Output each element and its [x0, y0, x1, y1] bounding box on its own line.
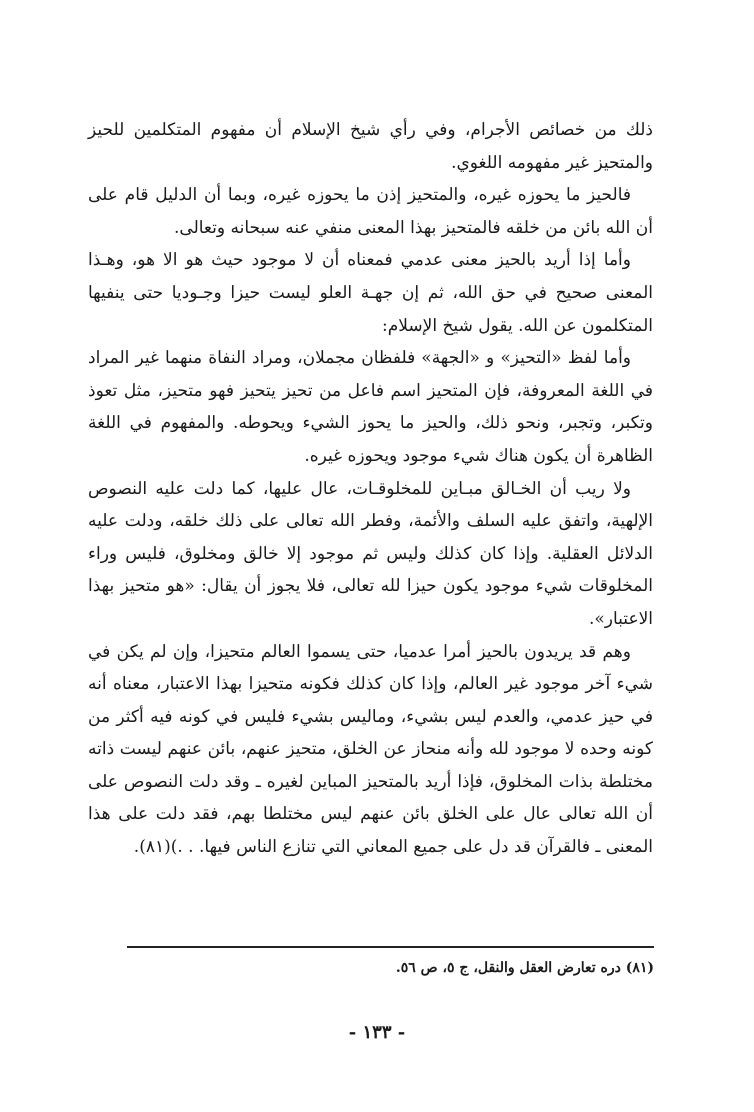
body-text	[88, 114, 653, 864]
footnote: (٨١) دره تعارض العقل والنقل، ج ٥، ص ٥٦.	[395, 960, 654, 976]
paragraph-2: فالحيز ما يحوزه غيره، والمتحيز إذن ما يحوزه غيره، وبما أن الدليل قام على أن الله بائن من خلقه فالمتحيز بهذا المعنى منفي عنه سبحانه وتعالى.	[88, 185, 653, 238]
paragraph-4-quote: وأما لفظ «التحيز» و «الجهة» فلفظان مجملان، ومراد النفاة منهما غير المراد في اللغة المعروفة، فإن المتحيز اسم فاعل من تحيز يتحيز فهو متحيز، مثل تعوذ وتكبر، وتجبر، ونحو ذلك، والحيز ما يحوز الشيء ويحوطه. والمفهوم في اللغة الظاهرة أن يكون هناك شيء موجود ويحوزه غيره.	[88, 348, 653, 466]
paragraph-1: ذلك من خصائص الأجرام، وفي رأي شيخ الإسلام أن مفهوم المتكلمين للحيز والمتحيز غير مفهومه اللغوي.	[88, 120, 653, 173]
page-number: - ١٣٣ -	[348, 1022, 406, 1043]
paragraph-6-quote: وهم قد يريدون بالحيز أمرا عدميا، حتى يسموا العالم متحيزا، وإن لم يكن في شيء آخر موجود غير العالم، وإذا كان كذلك فكونه متحيزا بهذا الاعتبار، معناه أنه في حيز عدمي، والعدم ليس بشيء، وماليس بشيء فليس في كونه فيه أكثر من كونه وحده لا موجود لله وأنه منحاز عن الخلق، متحيز عنهم، بائن عنهم ليست ذاته مختلطة بذات المخلوق، فإذا أريد بالمتحيز المباين لغيره ـ وقد دلت النصوص على أن الله تعالى عال على الخلق بائن عنهم ليس مختلطا بهم، فقد دلت على هذا المعنى ـ فالقرآن قد دل على جميع المعاني التي تنازع الناس فيها. . .)(٨١).	[88, 641, 653, 858]
footnote-divider	[127, 946, 654, 948]
paragraph-5-quote: ولا ريب أن الخـالق مبـاين للمخلوقـات، عال عليها، كما دلت عليه النصوص الإلهية، واتفق عليه السلف والأئمة، وفطر الله تعالى على ذلك خلقه، ودلت عليه الدلائل العقلية. وإذا كان كذلك وليس ثم موجود إلا خالق ومخلوق، فليس وراء المخلوقات شيء موجود يكون حيزا لله تعالى، فلا يجوز أن يقال: «هو متحيز بهذا الاعتبار».	[88, 478, 653, 629]
paragraph-3: وأما إذا أريد بالحيز معنى عدمي فمعناه أن لا موجود حيث هو الا هو، وهـذا المعنى صحيح في حق الله، ثم إن جهـة العلو ليست حيزا وجـوديا حتى ينفيها المتكلمون عن الله. يقول شيخ الإسلام:	[88, 250, 653, 336]
